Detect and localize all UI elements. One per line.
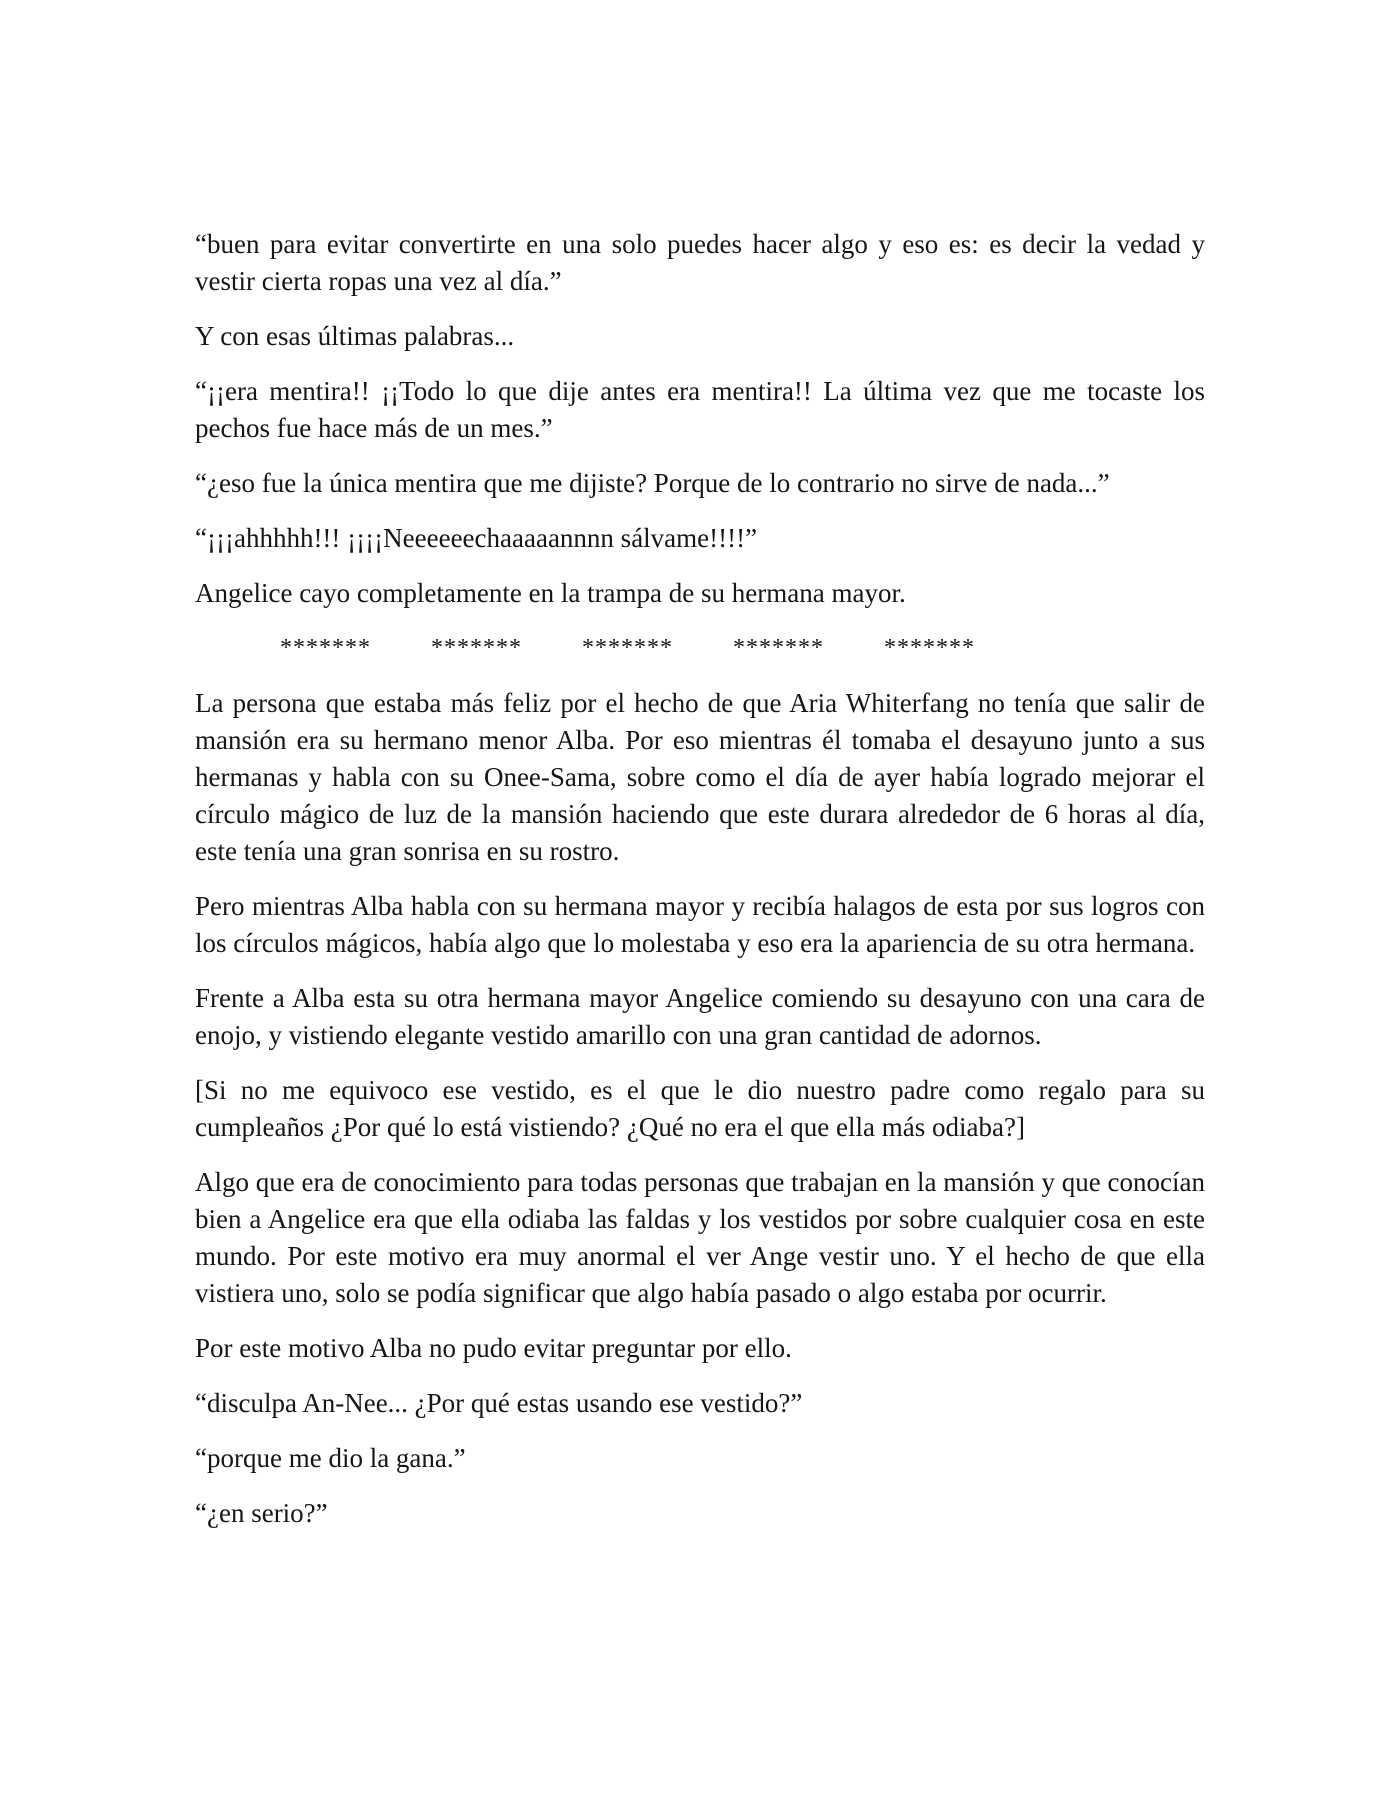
- paragraph: “¡¡era mentira!! ¡¡Todo lo que dije antes era mentira!! La última vez que me tocaste los pechos fue hace más de un mes.”: [195, 376, 1205, 443]
- separator-stars: *******: [431, 635, 522, 661]
- paragraph: Por este motivo Alba no pudo evitar preguntar por ello.: [195, 1333, 792, 1363]
- paragraph: Pero mientras Alba habla con su hermana mayor y recibía halagos de esta por sus logros con los círculos mágicos, había algo que lo molestaba y eso era la apariencia de su otra hermana.: [195, 891, 1205, 958]
- paragraph: “disculpa An-Nee... ¿Por qué estas usando ese vestido?”: [195, 1388, 803, 1418]
- scene-separator: [195, 630, 1205, 667]
- separator-stars: *******: [582, 635, 673, 661]
- separator-stars: *******: [280, 635, 371, 661]
- paragraph: Algo que era de conocimiento para todas personas que trabajan en la mansión y que conocían bien a Angelice era que ella odiaba las faldas y los vestidos por sobre cualquier cosa en este mundo. Por este motivo era muy anormal el ver Ange vestir uno. Y el hecho de que ella vistiera uno, solo se podía significar que algo había pasado o algo estaba por ocurrir.: [195, 1167, 1205, 1308]
- paragraph: “¿eso fue la única mentira que me dijiste? Porque de lo contrario no sirve de nada...”: [195, 468, 1110, 498]
- separator-stars: *******: [884, 635, 975, 661]
- paragraph: “porque me dio la gana.”: [195, 1443, 466, 1473]
- paragraph: Frente a Alba esta su otra hermana mayor Angelice comiendo su desayuno con una cara de enojo, y vistiendo elegante vestido amarillo con una gran cantidad de adornos.: [195, 983, 1205, 1050]
- separator-stars: *******: [733, 635, 824, 661]
- paragraph: [Si no me equivoco ese vestido, es el que le dio nuestro padre como regalo para su cumpleaños ¿Por qué lo está vistiendo? ¿Qué no era el que ella más odiaba?]: [195, 1075, 1205, 1142]
- paragraph: “buen para evitar convertirte en una solo puedes hacer algo y eso es: es decir la vedad y vestir cierta ropas una vez al día.”: [195, 229, 1205, 296]
- paragraph: Angelice cayo completamente en la trampa de su hermana mayor.: [195, 578, 906, 608]
- paragraph: La persona que estaba más feliz por el hecho de que Aria Whiterfang no tenía que salir de mansión era su hermano menor Alba. Por eso mientras él tomaba el desayuno junto a sus hermanas y habla con su Onee-Sama, sobre como el día de ayer había logrado mejorar el círculo mágico de luz de la mansión haciendo que este durara alrededor de 6 horas al día, este tenía una gran sonrisa en su rostro.: [195, 688, 1205, 866]
- paragraph: “¡¡¡ahhhhh!!! ¡¡¡¡Neeeeeechaaaaannnn sálvame!!!!”: [195, 523, 758, 553]
- document-page: [195, 226, 1205, 1550]
- paragraph: “¿en serio?”: [195, 1498, 328, 1528]
- paragraph: Y con esas últimas palabras...: [195, 321, 515, 351]
